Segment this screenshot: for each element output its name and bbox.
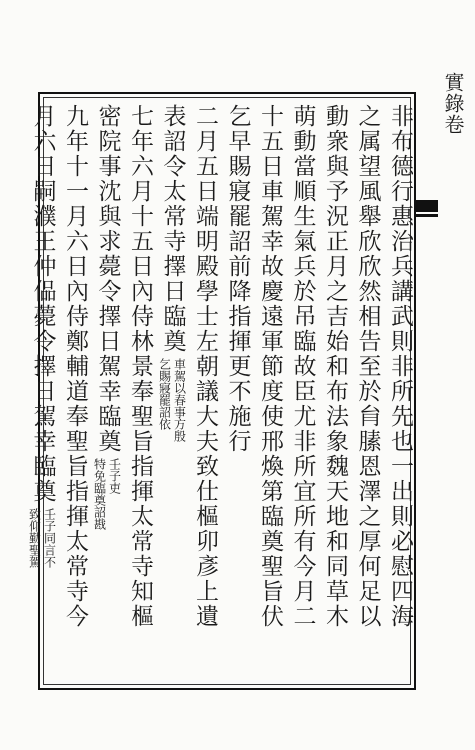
column-text: 密院事沈與求薨令擇日駕幸臨奠	[94, 104, 121, 454]
text-column-10	[93, 104, 122, 530]
column-text: 七年六月十五日內侍林景奉聖旨指揮太常寺知樞	[127, 104, 153, 629]
text-column-6	[223, 104, 252, 454]
text-column-2	[353, 104, 382, 629]
note-left: 特免臨奠詔戡	[92, 458, 107, 530]
column-text: 乞早賜寢罷詔前降指揮更不施行	[224, 104, 251, 454]
fishtail-mark-line	[416, 214, 438, 217]
interlinear-note	[93, 458, 122, 530]
column-text: 表詔令太常寺擇日臨奠	[159, 104, 186, 354]
text-column-11	[60, 104, 89, 629]
column-text: 十五日車駕幸故慶遠軍節度使邢煥第臨奠聖旨伏	[257, 104, 283, 629]
note-right: 車駕以春事方殷	[172, 358, 187, 442]
column-text: 九年十一月六日內侍鄭輔道奉聖旨指揮太常寺今	[62, 104, 88, 629]
text-column-4	[288, 104, 317, 629]
margin-title: 實錄卷	[441, 72, 465, 135]
interlinear-note	[158, 358, 187, 442]
note-left: 乞賜寢罷詔依	[157, 358, 172, 430]
column-text: 二月五日端明殿學士左朝議大夫致仕樞卯彥上遺	[192, 104, 218, 629]
column-text: 萌動當順生氣兵於吊臨故臣尤非所宜所有今月二	[289, 104, 316, 629]
fishtail-mark	[416, 200, 438, 212]
column-text: 之属望風舉欣欣然相告至於䏍膆恩澤之厚何足以	[354, 104, 381, 629]
note-left: 致仰勤聖駕	[27, 508, 42, 568]
column-text: 非布德行惠治兵講武則非所先也一出則必慰四海	[387, 104, 413, 629]
note-right: 壬子吏	[107, 458, 122, 494]
text-column-9	[125, 104, 154, 629]
column-text: 動衆與予況正月之吉始和布法象魏天地和同草木	[322, 104, 348, 629]
note-right: 壬子同言不	[42, 508, 57, 568]
interlinear-note	[28, 508, 57, 568]
text-column-5	[255, 104, 284, 629]
column-text: 月六日嗣濮王仲偘薨令擇日駕幸臨奠	[29, 104, 56, 504]
text-column-3	[320, 104, 349, 629]
text-column-8	[158, 104, 187, 442]
text-column-12	[28, 104, 57, 568]
text-column-7	[190, 104, 219, 629]
text-column-1	[385, 104, 414, 629]
